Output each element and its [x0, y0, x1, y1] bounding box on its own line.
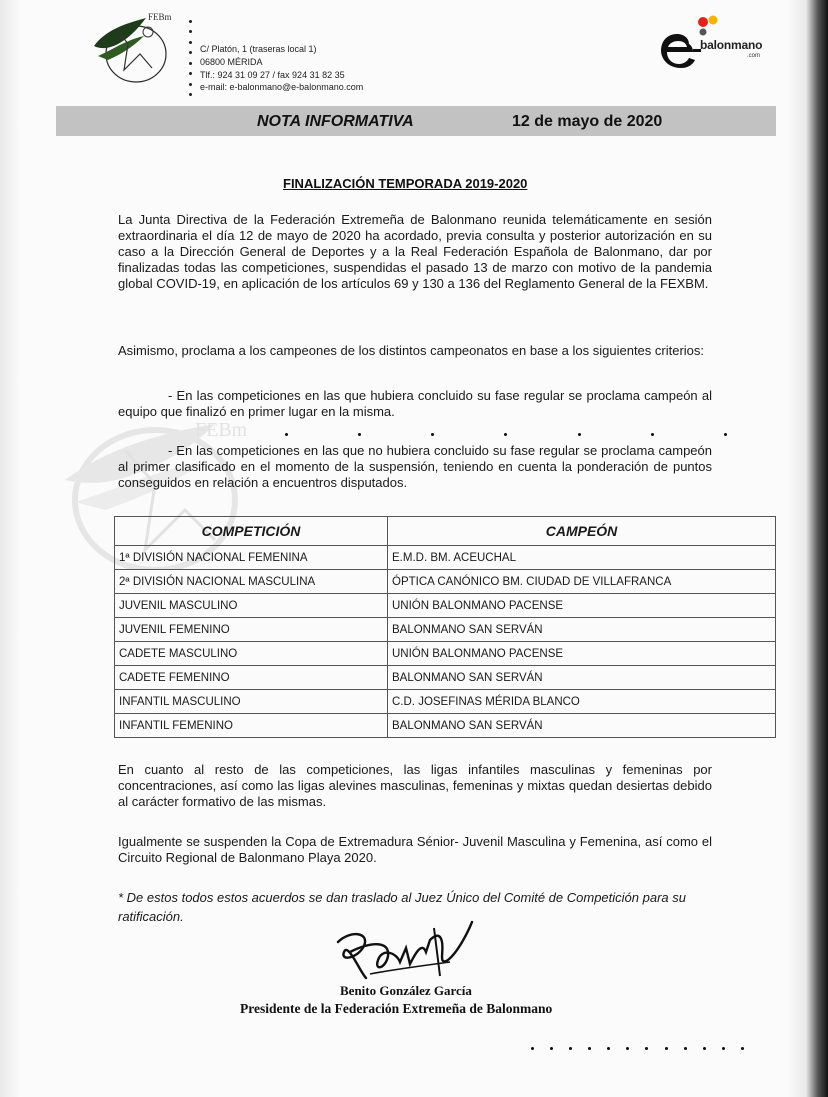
- table-header-row: [115, 517, 776, 546]
- cell-champion: UNIÓN BALONMANO PACENSE: [388, 594, 776, 618]
- header-dots-divider: [189, 20, 193, 96]
- table-row: [115, 546, 776, 570]
- cell-competition: 1ª DIVISIÓN NACIONAL FEMENINA: [115, 546, 388, 570]
- cell-champion: E.M.D. BM. ACEUCHAL: [388, 546, 776, 570]
- criterion-1: [118, 388, 712, 420]
- criterion-2-text: - En las competiciones en las que no hubiera concluido su fase regular se proclama campeón al primer clasificado en el momento de la suspensión, teniendo en cuenta la ponderación de puntos conseguidos en relación a encuentros disputados.: [118, 443, 712, 490]
- paragraph-suspensions: Igualmente se suspenden la Copa de Extremadura Sénior- Juvenil Masculina y Femenina, así como el Circuito Regional de Balonmano Playa 2020.: [118, 834, 712, 865]
- info-banner: [56, 106, 776, 136]
- table-row: [115, 642, 776, 666]
- fexbm-logo: [88, 10, 178, 90]
- banner-title: NOTA INFORMATIVA: [257, 113, 414, 130]
- paragraph-intro: La Junta Directiva de la Federación Extremeña de Balonmano reunida telemáticamente en sesión extraordinaria el día 12 de mayo de 2020 ha acordado, previa consulta y posterior autorización en su caso a la Dirección General de Deportes y a la Real Federación Española de Balonmano, dar por finalizadas todas las competiciones, suspendidas el pasado 13 de marzo con motivo de la pandemia global COVID-19, en aplicación de los artículos 69 y 130 a 136 del Reglamento General de la FEXBM.: [118, 212, 712, 291]
- criterion-1-text: - En las competiciones en las que hubiera concluido su fase regular se proclama campeón al equipo que finalizó en primer lugar en la misma.: [118, 388, 712, 419]
- cell-champion: BALONMANO SAN SERVÁN: [388, 714, 776, 738]
- address-line-city: 06800 MÉRIDA: [200, 56, 263, 67]
- table-row: [115, 666, 776, 690]
- champions-table: [114, 516, 776, 738]
- table-row: [115, 594, 776, 618]
- scan-dot-row: [285, 433, 727, 436]
- cell-competition: CADETE MASCULINO: [115, 642, 388, 666]
- signer-name: Benito González García: [340, 983, 472, 998]
- e-balonmano-logo-text: balonmano: [700, 38, 763, 52]
- document-heading: FINALIZACIÓN TEMPORADA 2019-2020: [283, 176, 528, 191]
- page-edge-left: [0, 0, 20, 1097]
- table-row: [115, 714, 776, 738]
- criterion-2: [118, 443, 712, 491]
- footnote-ratification: * De estos todos estos acuerdos se dan traslado al Juez Único del Comité de Competición para su ratificación.: [118, 890, 686, 924]
- signer-title: Presidente de la Federación Extremeña de Balonmano: [240, 1001, 553, 1016]
- table-row: [115, 570, 776, 594]
- banner-date: 12 de mayo de 2020: [512, 113, 663, 130]
- paragraph-criteria-intro: Asimismo, proclama a los campeones de los distintos campeonatos en base a los siguientes criterios:: [118, 343, 705, 358]
- watermark-text: FEBm: [195, 419, 248, 441]
- contact-address: [200, 43, 363, 94]
- fexbm-logo-text: FEBm: [148, 12, 172, 22]
- table-row: [115, 618, 776, 642]
- cell-champion: BALONMANO SAN SERVÁN: [388, 618, 776, 642]
- scan-dot-row-footer: [531, 1047, 744, 1050]
- page-edge-right: [788, 0, 828, 1097]
- table-row: [115, 690, 776, 714]
- cell-competition: 2ª DIVISIÓN NACIONAL MASCULINA: [115, 570, 388, 594]
- cell-competition: INFANTIL FEMENINO: [115, 714, 388, 738]
- address-line-email: e-mail: e-balonmano@e-balonmano.com: [200, 82, 364, 93]
- cell-champion: C.D. JOSEFINAS MÉRIDA BLANCO: [388, 690, 776, 714]
- header-champion: CAMPEÓN: [388, 517, 776, 546]
- address-line-street: C/ Platón, 1 (traseras local 1): [200, 44, 317, 54]
- cell-competition: CADETE FEMENINO: [115, 666, 388, 690]
- cell-competition: JUVENIL MASCULINO: [115, 594, 388, 618]
- e-balonmano-logo-suffix: .com: [747, 53, 761, 59]
- paragraph-other-competitions: En cuanto al resto de las competiciones, las ligas infantiles masculinas y femeninas por concentraciones, así como las ligas alevines masculinas, femeninas y mixtas quedan desiertas debido al carácter formativo de las mismas.: [118, 762, 712, 809]
- cell-champion: BALONMANO SAN SERVÁN: [388, 666, 776, 690]
- cell-champion: ÓPTICA CANÓNICO BM. CIUDAD DE VILLAFRANCA: [388, 570, 776, 594]
- address-line-phone: Tlf.: 924 31 09 27 / fax 924 31 82 35: [200, 69, 345, 80]
- header-competition: COMPETICIÓN: [115, 517, 388, 546]
- cell-competition: INFANTIL MASCULINO: [115, 690, 388, 714]
- handwritten-signature: [330, 912, 480, 992]
- cell-competition: JUVENIL FEMENINO: [115, 618, 388, 642]
- cell-champion: UNIÓN BALONMANO PACENSE: [388, 642, 776, 666]
